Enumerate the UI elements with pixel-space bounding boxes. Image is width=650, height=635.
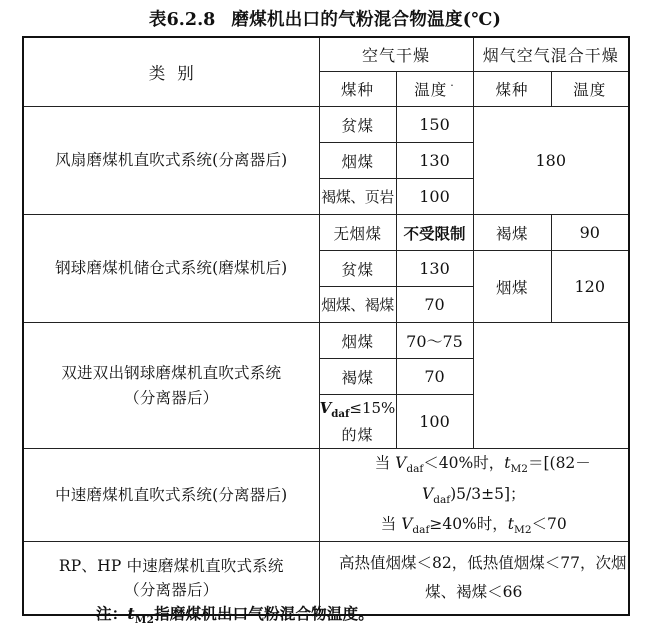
title-text: 磨煤机出口的气粉混合物温度(℃)	[231, 10, 502, 30]
main-table-wrapper	[22, 36, 628, 616]
formula-line-2: 当 $V_{daf}\ge 40\%$时，$t_{M2}<70$	[380, 515, 567, 537]
vdaf-condition: ≤15%	[349, 399, 396, 418]
header-coal-type-2: 煤种	[473, 72, 551, 107]
content-line-1: 高热值烟煤＜82，低热值烟煤＜77，次烟	[339, 554, 627, 573]
coal-type-cell: 贫煤	[319, 251, 396, 287]
temperature-cell: 70	[396, 287, 473, 323]
title-prefix: 表	[148, 10, 167, 30]
temperature-cell: 130	[396, 143, 473, 179]
vdaf-letter: V	[319, 399, 332, 418]
merged-temperature-cell-180: 180	[473, 107, 629, 215]
table-header-row-1	[23, 37, 629, 72]
header-category	[23, 37, 319, 107]
header-temp-dot: ·	[450, 78, 455, 92]
temperature-cell: 不受限制	[396, 215, 473, 251]
coal-type-cell: 褐煤	[319, 359, 396, 395]
coal-type-cell-2: 褐煤	[473, 215, 551, 251]
note-prefix: 注：	[96, 604, 128, 623]
header-temperature-1-label: 温度	[414, 81, 448, 99]
table-note	[96, 602, 374, 626]
category-line-2: （分离器后）	[124, 388, 219, 407]
temperature-cell: 100	[396, 179, 473, 215]
vdaf-expression	[320, 396, 396, 422]
category-cell-medium-speed: 中速磨煤机直吹式系统(分离器后)	[23, 449, 319, 542]
temperature-cell: 70	[396, 359, 473, 395]
category-cell-fan-mill: 风扇磨煤机直吹式系统(分离器后)	[23, 107, 319, 215]
category-line-2: （分离器后）	[124, 580, 219, 599]
coal-type-cell: 无烟煤	[319, 215, 396, 251]
temperature-cell: 150	[396, 107, 473, 143]
header-coal-type-1: 煤种	[319, 72, 396, 107]
table-row	[23, 323, 629, 359]
coal-type-cell: 烟煤	[319, 323, 396, 359]
header-temperature-1	[396, 72, 473, 107]
temperature-cell: 70～75	[396, 323, 473, 359]
note-text: 指磨煤机出口气粉混合物温度。	[154, 604, 374, 623]
table-row	[23, 215, 629, 251]
temperature-cell: 100	[396, 395, 473, 449]
category-line-1: 双进双出钢球磨煤机直吹式系统	[61, 364, 282, 383]
category-cell-double-in-out	[23, 323, 319, 449]
content-line-2: 煤、褐煤＜66	[425, 582, 523, 601]
temperature-cell-2: 120	[551, 251, 629, 323]
header-temperature-2: 温度	[551, 72, 629, 107]
coal-type-cell-2: 烟煤	[473, 251, 551, 323]
note-symbol: $t_{M2}$	[127, 604, 155, 627]
coal-type-cell: 烟煤、褐煤	[319, 287, 396, 323]
vdaf-line-2: 的煤	[341, 425, 374, 444]
temperature-cell: 130	[396, 251, 473, 287]
formula-cell-medium-speed	[319, 449, 629, 542]
header-category-label: 类别	[148, 64, 206, 83]
coal-type-cell: 烟煤	[319, 143, 396, 179]
table-row	[23, 449, 629, 542]
coal-type-cell: 褐煤、页岩	[319, 179, 396, 215]
category-line-1: RP、HP 中速磨煤机直吹式系统	[58, 556, 284, 575]
vdaf-subscript: daf	[331, 408, 350, 421]
header-group-air-dry: 空气干燥	[319, 37, 473, 72]
vdaf-symbol	[319, 399, 350, 421]
coal-type-cell: 贫煤	[319, 107, 396, 143]
page-title	[0, 6, 650, 31]
table-row	[23, 107, 629, 143]
temperature-table	[22, 36, 630, 616]
title-number: 6.2.8	[166, 10, 216, 30]
header-group-flue-air-mix-dry: 烟气空气混合干燥	[473, 37, 629, 72]
formula-line-1: 当 $V_{daf}<40\%$时，$t_{M2}=[(82-V_{daf})5/3\pm 5]$；	[374, 454, 591, 506]
temperature-cell-2: 90	[551, 215, 629, 251]
empty-cell	[473, 323, 629, 449]
coal-type-cell-vdaf	[319, 395, 396, 449]
category-cell-ball-mill-storage: 钢球磨煤机储仓式系统(磨煤机后)	[23, 215, 319, 323]
